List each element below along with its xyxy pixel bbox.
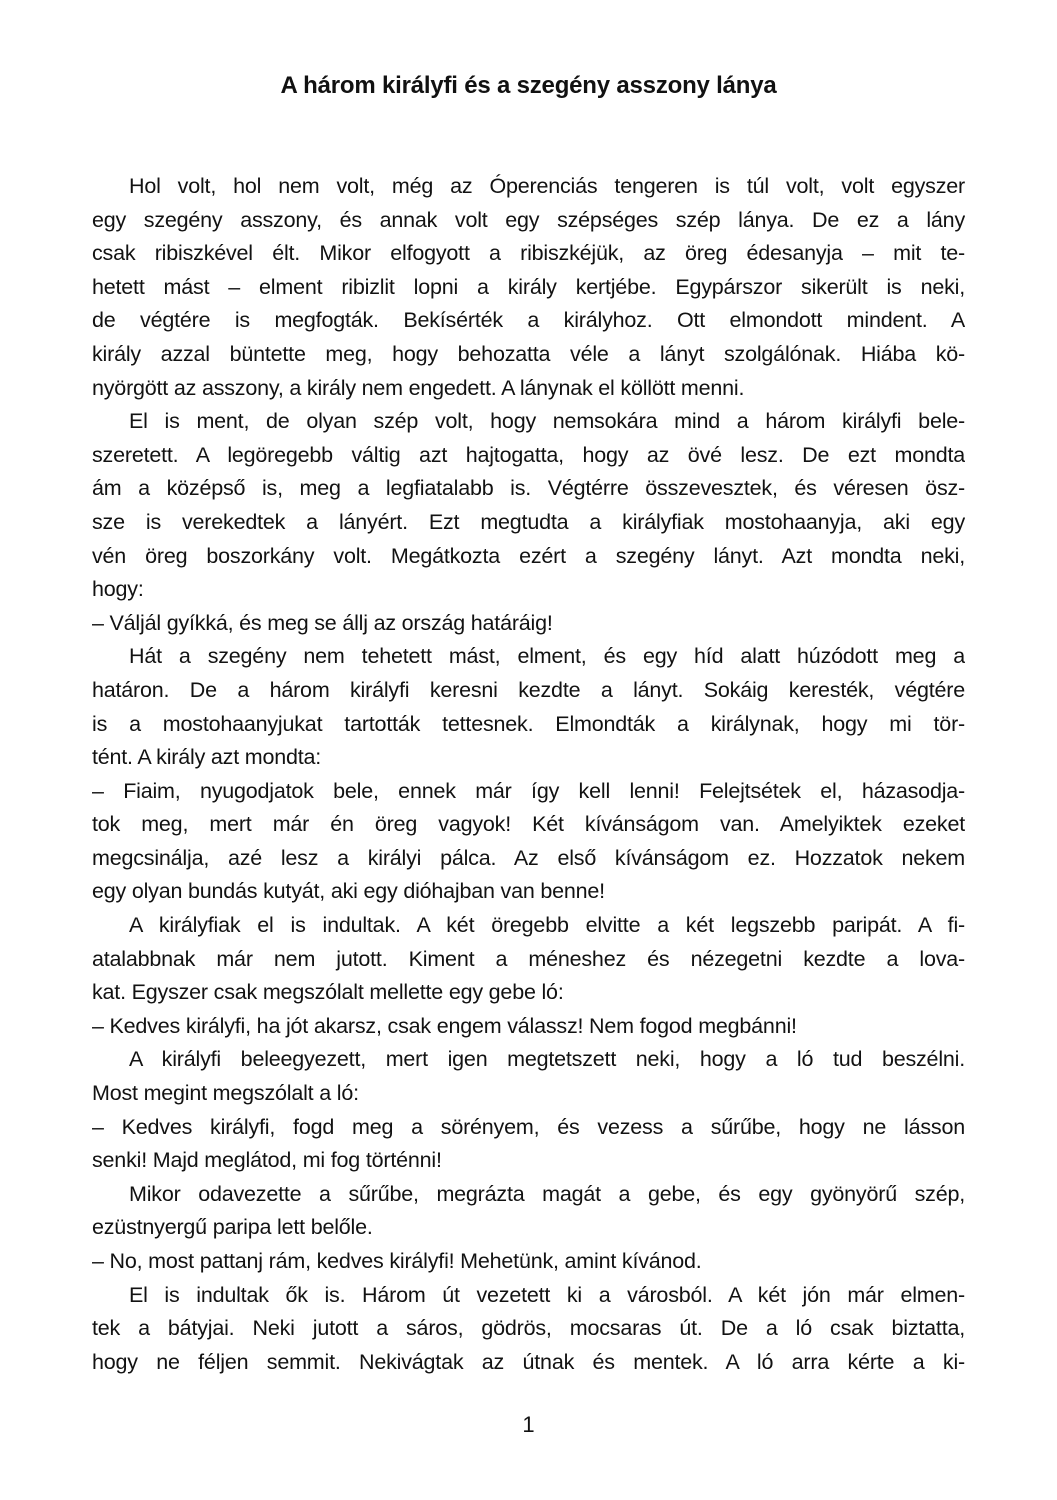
text-line: – Váljál gyíkká, és meg se állj az ország határáig! (92, 610, 553, 635)
text-line: tént. A király azt mondta: (92, 745, 322, 770)
text-line: hogy ne féljen semmit. Nekivágtak az útnak és mentek. A ló arra kérte a ki- (92, 1349, 965, 1374)
text-line: – Kedves királyfi, fogd meg a sörényem, és vezess a sűrűbe, hogy ne lásson (92, 1114, 965, 1139)
text-line: egy olyan bundás kutyát, aki egy dióhajban van benne! (92, 879, 605, 904)
text-line: Mikor odavezette a sűrűbe, megrázta magát a gebe, és egy gyönyörű szép, (129, 1181, 965, 1206)
document-body (92, 170, 965, 1379)
text-line: Hát a szegény nem tehetett mást, elment, és egy híd alatt húzódott meg a (129, 644, 965, 669)
text-line: de végtére is megfogták. Bekísérték a királyhoz. Ott elmondott mindent. A (92, 308, 965, 333)
text-line: egy szegény asszony, és annak volt egy szépséges szép lánya. De ez a lány (92, 207, 965, 232)
text-line: ezüstnyergű paripa lett belőle. (92, 1215, 373, 1240)
text-line: El is ment, de olyan szép volt, hogy nemsokára mind a három királyfi bele- (129, 409, 965, 434)
text-line: ám a középső is, meg a legfiatalabb is. Végtérre összevesztek, és véresen ösz- (92, 476, 965, 501)
text-line: – Kedves királyfi, ha jót akarsz, csak engem válassz! Nem fogod megbánni! (92, 1013, 797, 1038)
text-line: szeretett. A legöregebb váltig azt hajtogatta, hogy az övé lesz. De ezt mondta (92, 442, 965, 467)
text-line: csak ribiszkével élt. Mikor elfogyott a ribiszkéjük, az öreg édesanyja – mit te- (92, 241, 965, 266)
text-line: senki! Majd meglátod, mi fog történni! (92, 1148, 442, 1173)
text-line: El is indultak ők is. Három út vezetett ki a városból. A két jón már elmen- (129, 1282, 965, 1307)
text-line: A királyfi beleegyezett, mert igen megtetszett neki, hogy a ló tud beszélni. (129, 1047, 965, 1072)
text-line: tok meg, mert már én öreg vagyok! Két kívánságom van. Amelyiktek ezeket (92, 812, 965, 837)
page-number: 1 (522, 1412, 535, 1437)
text-line: A királyfiak el is indultak. A két öregebb elvitte a két legszebb paripát. A fi- (129, 913, 965, 938)
text-line: atalabbnak már nem jutott. Kiment a méneshez és nézegetni kezdte a lova- (92, 946, 965, 971)
text-line: vén öreg boszorkány volt. Megátkozta ezért a szegény lányt. Azt mondta neki, (92, 543, 965, 568)
text-line: – No, most pattanj rám, kedves királyfi! Mehetünk, amint kívánod. (92, 1249, 702, 1273)
text-line: hogy: (92, 577, 144, 602)
text-line: Hol volt, hol nem volt, még az Óperenciás tengeren is túl volt, volt egyszer (129, 174, 965, 198)
text-line: sze is verekedtek a lányért. Ezt megtudta a királyfiak mostohaanyja, aki egy (92, 509, 965, 534)
text-line: nyörgött az asszony, a király nem engedett. A lánynak el köllött menni. (92, 375, 745, 400)
text-line: Most megint megszólalt a ló: (92, 1081, 359, 1106)
text-line: megcsinálja, azé lesz a királyi pálca. Az első kívánságom ez. Hozzatok nekem (92, 845, 965, 870)
text-line: hetett mást – elment ribizlit lopni a király kertjébe. Egypárszor sikerült is neki, (92, 274, 965, 299)
text-line: határon. De a három királyfi keresni kezdte a lányt. Sokáig keresték, végtére (92, 677, 965, 702)
text-line: kat. Egyszer csak megszólalt mellette egy gebe ló: (92, 980, 564, 1005)
text-line: tek a bátyjai. Neki jutott a sáros, gödrös, mocsaras út. De a ló csak biztatta, (92, 1316, 965, 1341)
text-line: is a mostohaanyjukat tartották tettesnek. Elmondták a királynak, hogy mi tör- (92, 711, 965, 736)
text-line: – Fiaim, nyugodjatok bele, ennek már így kell lenni! Felejtsétek el, házasodja- (92, 778, 965, 803)
document-title: A három királyfi és a szegény asszony lánya (280, 72, 777, 99)
text-line: király azzal büntette meg, hogy behozatta véle a lányt szolgálónak. Hiába kö- (92, 341, 965, 366)
